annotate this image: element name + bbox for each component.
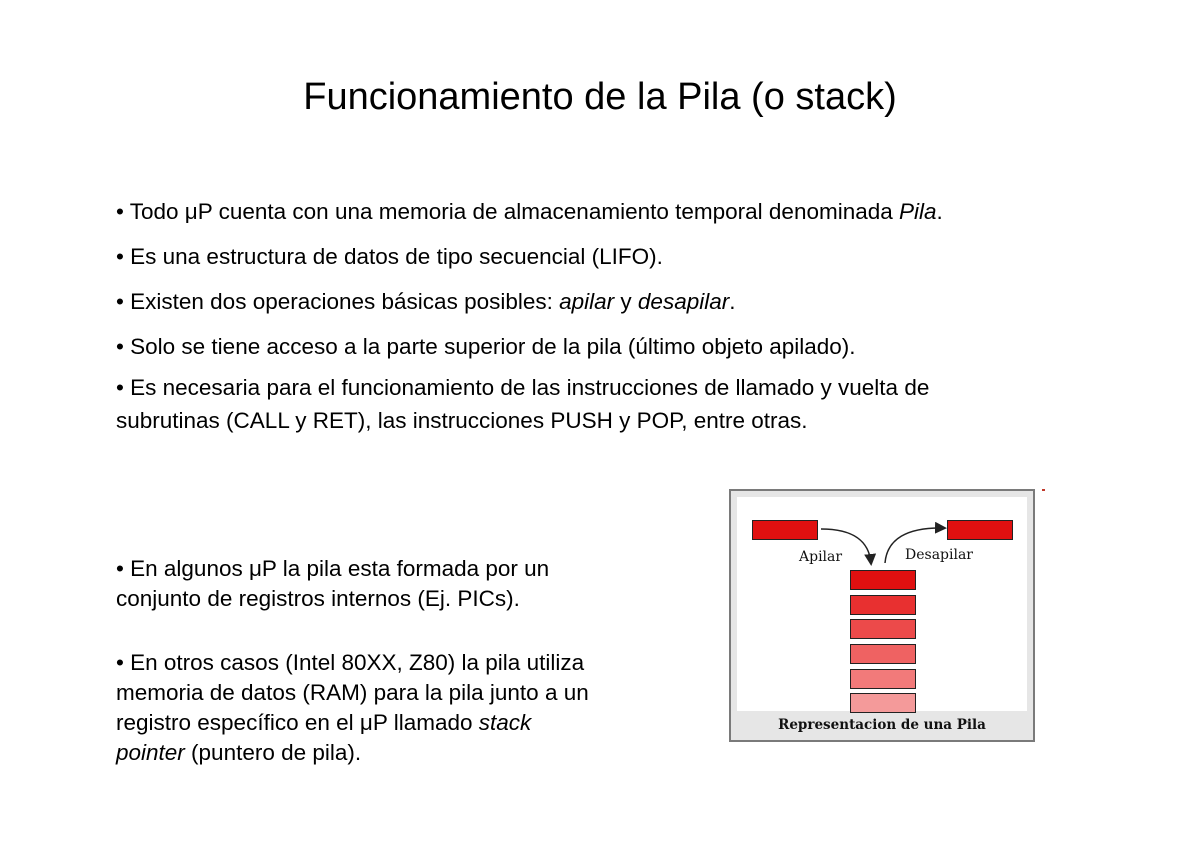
- stack-figure: [729, 489, 1035, 742]
- stack-slot: [850, 669, 916, 689]
- bullet-item: • Todo μP cuenta con una memoria de almacenamiento temporal denominada Pila.: [116, 199, 943, 224]
- bullet-item: • En algunos μP la pila esta formada por un conjunto de registros internos (Ej. PICs).: [116, 556, 550, 611]
- bullet-item: • En otros casos (Intel 80XX, Z80) la pila utiliza memoria de datos (RAM) para la pila junto a un registro específico en el μP llamado stack pointer (puntero de pila).: [116, 650, 589, 765]
- decorative-mark: [1042, 489, 1045, 491]
- bullet-item: • Es una estructura de datos de tipo secuencial (LIFO).: [116, 244, 663, 269]
- stack-slot: [850, 619, 916, 639]
- push-label: Apilar: [799, 549, 843, 565]
- page-title: Funcionamiento de la Pila (o stack): [303, 76, 897, 118]
- stack-slot: [850, 595, 916, 615]
- figure-caption: Representacion de una Pila: [778, 717, 986, 733]
- stack-figure-canvas: [737, 497, 1027, 711]
- stack-slot: [850, 644, 916, 664]
- stack-slot-top: [850, 570, 916, 590]
- bullet-item: • Es necesaria para el funcionamiento de las instrucciones de llamado y vuelta de subrutinas (CALL y RET), las instrucciones PUSH y POP, entre otras.: [116, 375, 930, 433]
- bullet-item: • Existen dos operaciones básicas posibles: apilar y desapilar.: [116, 289, 736, 314]
- stack-slot-bottom: [850, 693, 916, 713]
- bullet-item: • Solo se tiene acceso a la parte superior de la pila (último objeto apilado).: [116, 334, 856, 359]
- pop-label: Desapilar: [905, 547, 973, 563]
